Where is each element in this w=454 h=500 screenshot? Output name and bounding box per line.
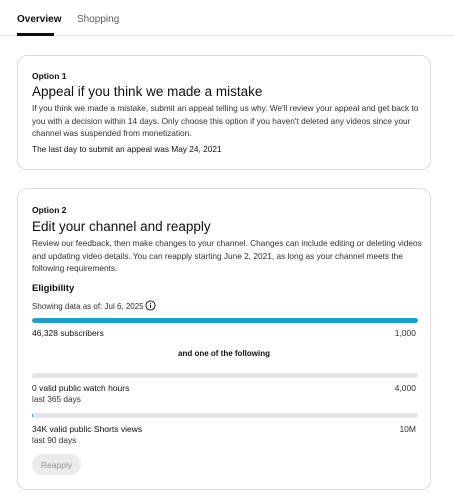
tab-overview[interactable]: Overview — [17, 14, 62, 25]
tab-bar — [0, 0, 454, 36]
subscribers-progress-bar — [32, 318, 418, 323]
option-1-label: Option 1 — [32, 71, 67, 81]
shorts-views-progress-bar — [32, 413, 418, 418]
subscribers-count: 46,328 subscribers — [32, 328, 104, 338]
info-icon[interactable] — [145, 300, 156, 311]
shorts-views-goal: 10M — [399, 424, 416, 434]
showing-data-date: Showing data as of: Jul 6, 2025 — [32, 302, 144, 311]
option-2-description: Review our feedback, then make changes to your channel. Changes can include editing or deleting videos and updating video details. You can reapply starting June 2, 2021, as long as your channel meets the following requirements. — [32, 238, 422, 273]
watch-hours-count: 0 valid public watch hours — [32, 383, 130, 393]
option-2-label: Option 2 — [32, 205, 67, 215]
option-1-title: Appeal if you think we made a mistake — [32, 84, 263, 99]
subscribers-progress-fill — [32, 318, 418, 323]
eligibility-title: Eligibility — [32, 283, 75, 294]
option-1-card — [17, 55, 431, 170]
reapply-button[interactable]: Reapply — [32, 454, 81, 475]
option-2-title: Edit your channel and reapply — [32, 219, 211, 234]
tab-shopping[interactable]: Shopping — [77, 14, 120, 25]
option-2-card — [17, 188, 431, 490]
requirement-divider-text: and one of the following — [178, 349, 270, 358]
watch-hours-progress-bar — [32, 373, 418, 378]
subscribers-goal: 1,000 — [394, 328, 416, 338]
watch-hours-goal: 4,000 — [394, 383, 416, 393]
active-tab-indicator — [17, 33, 54, 36]
shorts-views-count: 34K valid public Shorts views — [32, 424, 143, 434]
watch-hours-period: last 365 days — [32, 394, 81, 404]
option-1-description: If you think we made a mistake, submit an appeal telling us why. We'll review your appeal and get back to you with a decision within 14 days. Only choose this option if you haven't deleted any videos since your channel was suspended from monetization. — [32, 103, 419, 138]
shorts-views-progress-fill — [32, 413, 33, 418]
shorts-views-period: last 90 days — [32, 435, 77, 445]
appeal-deadline-note: The last day to submit an appeal was May 24, 2021 — [32, 144, 222, 154]
